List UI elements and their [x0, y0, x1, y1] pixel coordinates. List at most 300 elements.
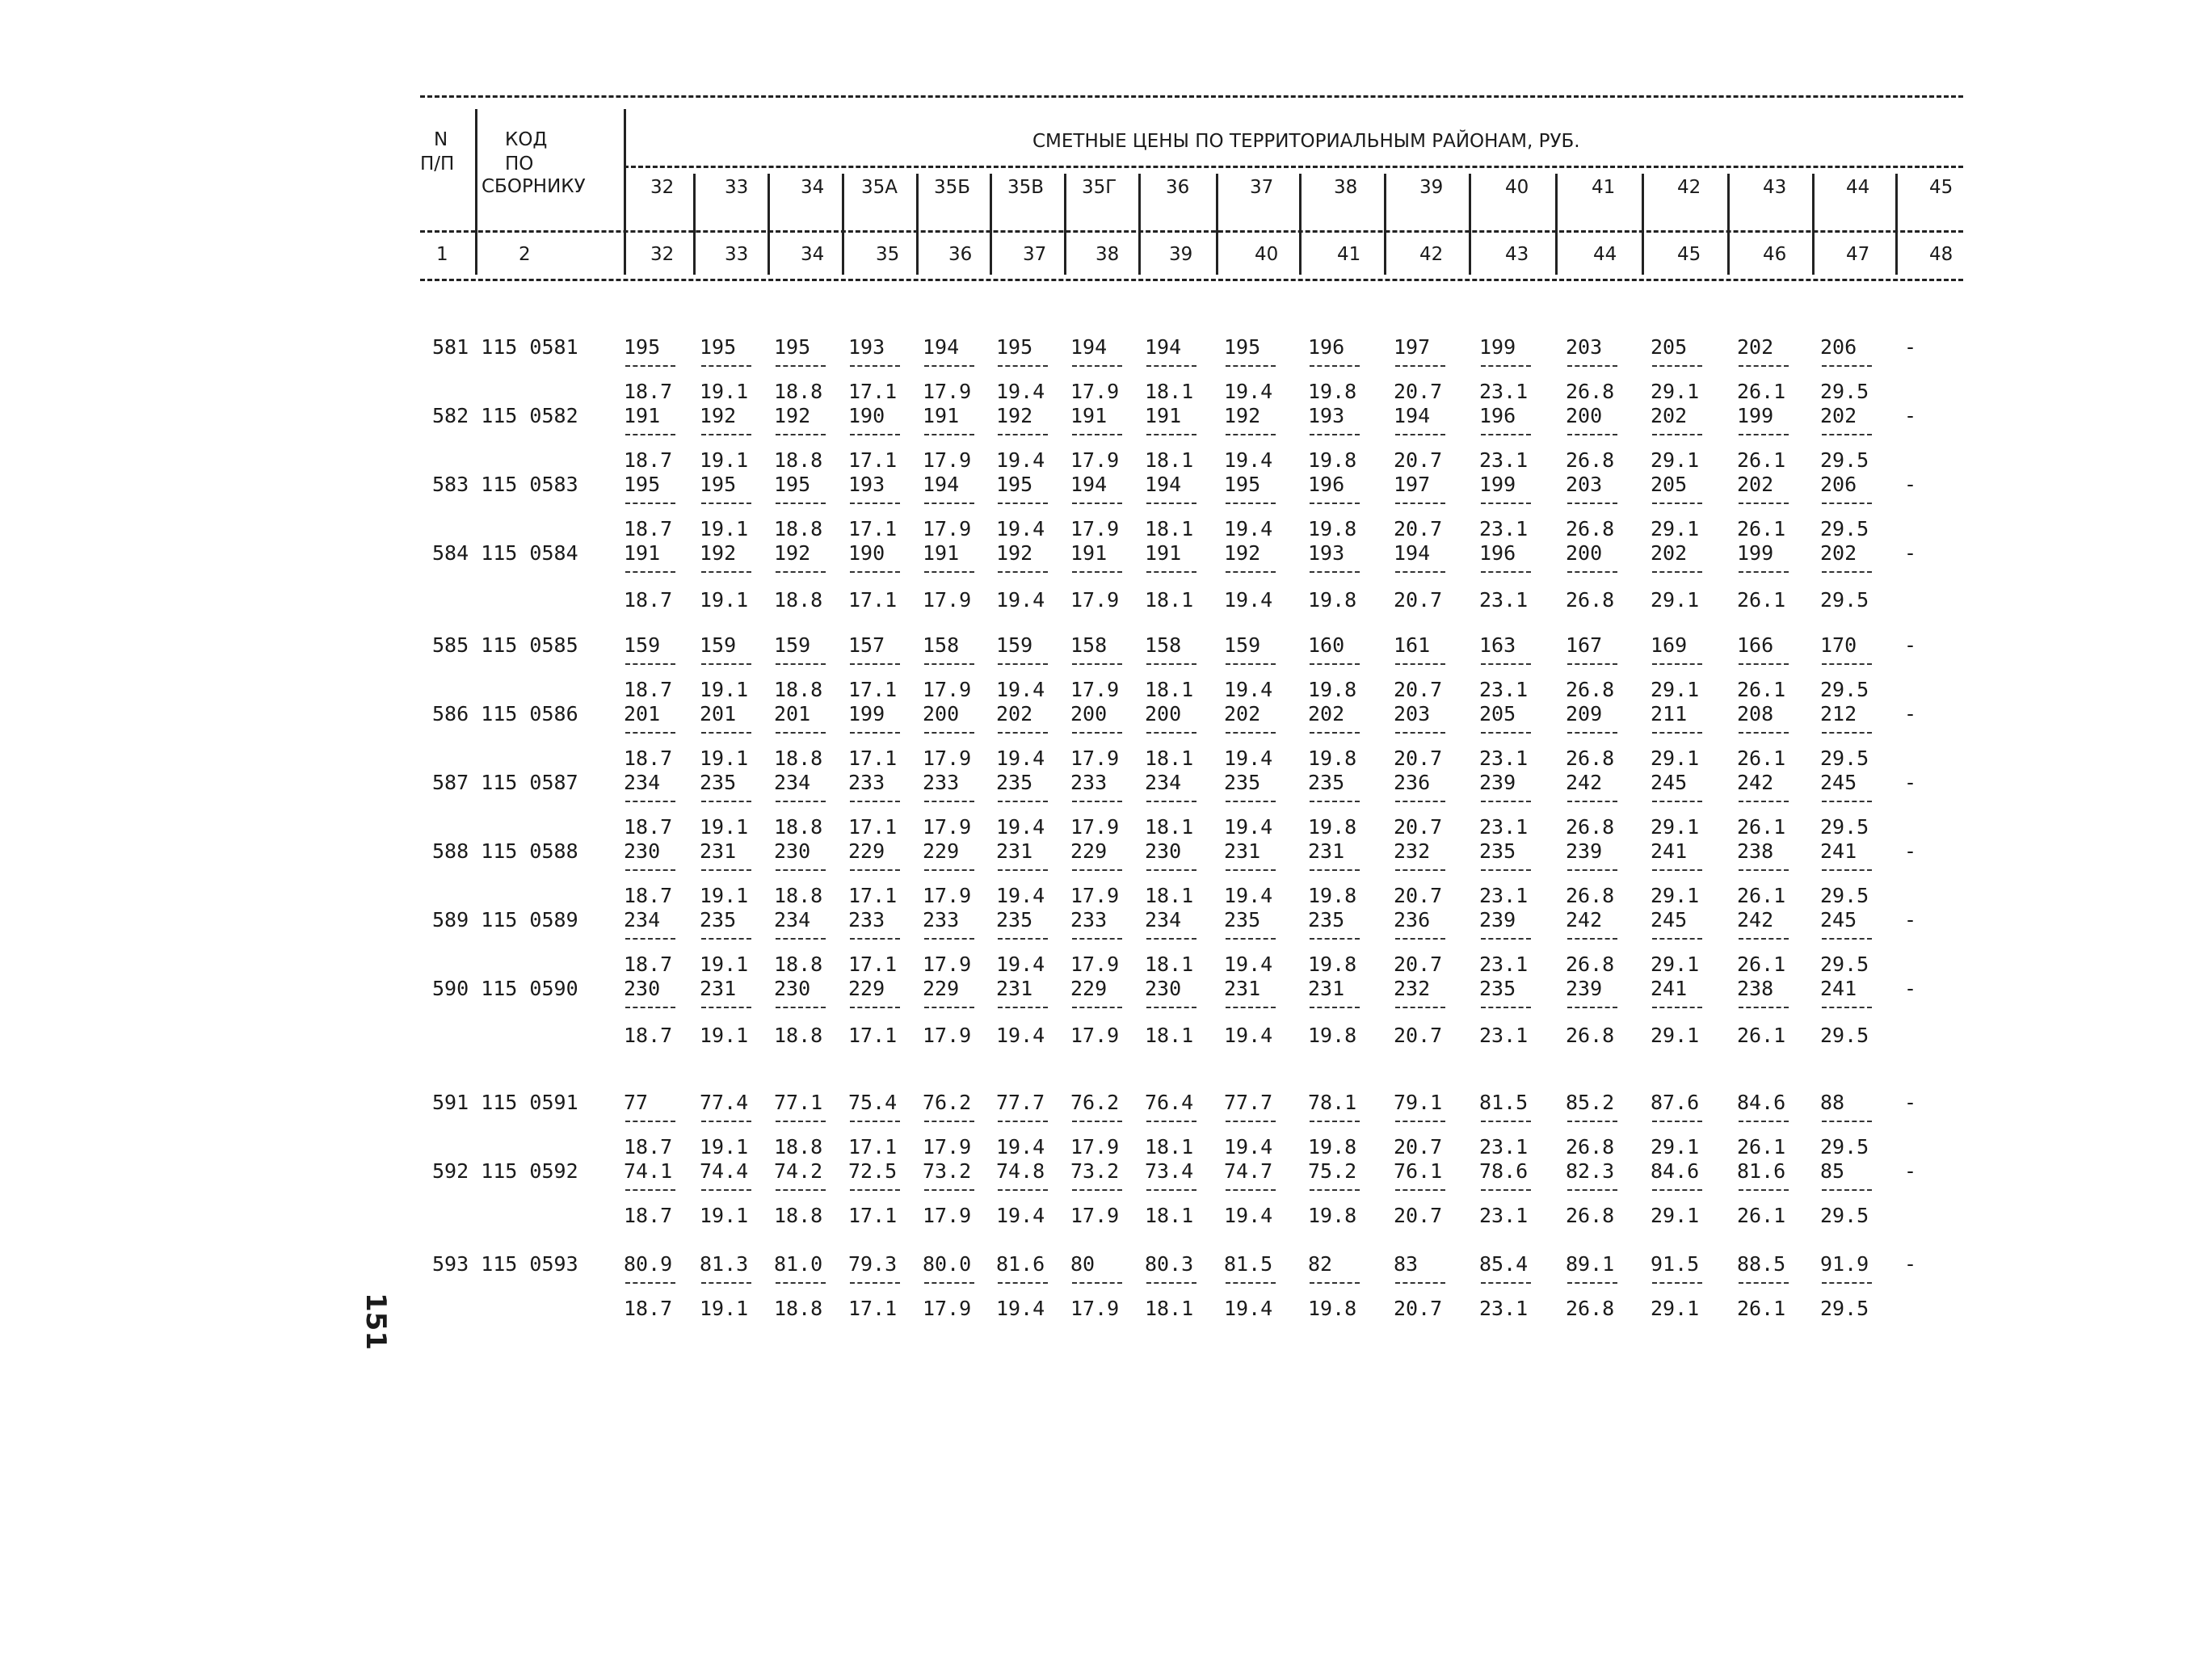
row-4-underline-13	[1652, 663, 1702, 665]
row-10-value-11: 81.5	[1479, 1091, 1529, 1114]
header-colnum-16: 46	[1763, 244, 1787, 265]
row-7-underline-5	[998, 869, 1048, 871]
row-4-coef-1: 19.1	[700, 678, 749, 701]
row-0-coef-10: 20.7	[1394, 380, 1443, 403]
row-label-11: 592 115 0592	[432, 1159, 578, 1183]
row-6-coef-8: 19.4	[1224, 815, 1273, 839]
row-9-value-9: 231	[1308, 977, 1345, 1000]
row-6-coef-4: 17.9	[923, 815, 972, 839]
row-11-coef-4: 17.9	[923, 1204, 972, 1227]
row-6-coef-6: 17.9	[1070, 815, 1120, 839]
row-10-value-10: 79.1	[1394, 1091, 1443, 1114]
row-2-value-11: 199	[1479, 473, 1516, 496]
row-12-value-9: 82	[1308, 1252, 1333, 1276]
row-6-value-12: 242	[1566, 771, 1603, 794]
row-9-underline-13	[1652, 1007, 1702, 1008]
row-7-value-8: 231	[1224, 839, 1261, 863]
row-6-value-0: 234	[624, 771, 661, 794]
row-6-value-10: 236	[1394, 771, 1431, 794]
row-4-coef-13: 29.1	[1651, 678, 1700, 701]
row-7-underline-14	[1739, 869, 1789, 871]
row-0-value-3: 193	[848, 335, 885, 359]
row-11-coef-3: 17.1	[848, 1204, 898, 1227]
row-5-coef-2: 18.8	[774, 746, 823, 770]
header-code-label-2: ПО	[505, 154, 534, 175]
row-5-underline-3	[850, 732, 900, 734]
row-6-value-15: 245	[1820, 771, 1857, 794]
row-9-underline-8	[1226, 1007, 1276, 1008]
row-3-coef-14: 26.1	[1737, 588, 1786, 612]
row-12-coef-15: 29.5	[1820, 1297, 1869, 1320]
row-9-value-13: 241	[1651, 977, 1688, 1000]
row-2-coef-12: 26.8	[1566, 517, 1615, 540]
row-7-underline-4	[924, 869, 974, 871]
row-4-value-1: 159	[700, 633, 737, 657]
row-7-last: -	[1904, 839, 1917, 863]
row-1-coef-15: 29.5	[1820, 448, 1869, 472]
row-9-value-10: 232	[1394, 977, 1431, 1000]
row-5-underline-2	[776, 732, 826, 734]
row-1-coef-9: 19.8	[1308, 448, 1357, 472]
row-1-coef-5: 19.4	[996, 448, 1045, 472]
header-vbar-district-15	[1895, 174, 1898, 275]
row-1-underline-4	[924, 434, 974, 435]
row-6-value-13: 245	[1651, 771, 1688, 794]
row-0-coef-14: 26.1	[1737, 380, 1786, 403]
row-3-underline-15	[1822, 571, 1872, 573]
header-bottom-rule	[420, 279, 1963, 281]
row-10-underline-12	[1567, 1121, 1617, 1122]
row-7-value-13: 241	[1651, 839, 1688, 863]
header-colnum-1: 2	[519, 244, 531, 265]
row-7-coef-0: 18.7	[624, 884, 673, 907]
row-7-coef-7: 18.1	[1145, 884, 1194, 907]
row-2-coef-13: 29.1	[1651, 517, 1700, 540]
row-4-value-4: 158	[923, 633, 960, 657]
row-4-coef-2: 18.8	[774, 678, 823, 701]
row-9-value-12: 239	[1566, 977, 1603, 1000]
row-9-underline-2	[776, 1007, 826, 1008]
row-6-underline-2	[776, 801, 826, 802]
row-7-value-2: 230	[774, 839, 811, 863]
row-8-underline-8	[1226, 938, 1276, 940]
row-2-underline-7	[1146, 503, 1196, 504]
row-8-coef-8: 19.4	[1224, 953, 1273, 976]
row-label-10: 591 115 0591	[432, 1091, 578, 1114]
row-10-coef-5: 19.4	[996, 1135, 1045, 1159]
row-3-coef-5: 19.4	[996, 588, 1045, 612]
row-10-coef-9: 19.8	[1308, 1135, 1357, 1159]
row-2-coef-0: 18.7	[624, 517, 673, 540]
row-9-coef-7: 18.1	[1145, 1024, 1194, 1047]
row-2-coef-4: 17.9	[923, 517, 972, 540]
row-4-underline-8	[1226, 663, 1276, 665]
row-12-coef-4: 17.9	[923, 1297, 972, 1320]
row-0-underline-12	[1567, 365, 1617, 367]
row-12-underline-15	[1822, 1282, 1872, 1284]
row-7-coef-2: 18.8	[774, 884, 823, 907]
row-12-coef-8: 19.4	[1224, 1297, 1273, 1320]
row-2-underline-4	[924, 503, 974, 504]
row-3-value-15: 202	[1820, 541, 1857, 565]
row-label-12: 593 115 0593	[432, 1252, 578, 1276]
row-8-underline-4	[924, 938, 974, 940]
row-0-underline-7	[1146, 365, 1196, 367]
row-9-value-1: 231	[700, 977, 737, 1000]
row-12-underline-9	[1310, 1282, 1360, 1284]
row-8-coef-6: 17.9	[1070, 953, 1120, 976]
row-5-value-8: 202	[1224, 702, 1261, 725]
row-8-underline-9	[1310, 938, 1360, 940]
row-12-coef-5: 19.4	[996, 1297, 1045, 1320]
row-9-underline-11	[1481, 1007, 1531, 1008]
row-7-underline-1	[701, 869, 751, 871]
row-12-value-13: 91.5	[1651, 1252, 1700, 1276]
header-colnum-15: 45	[1677, 244, 1701, 265]
row-0-underline-8	[1226, 365, 1276, 367]
row-5-value-9: 202	[1308, 702, 1345, 725]
row-5-underline-7	[1146, 732, 1196, 734]
row-5-coef-0: 18.7	[624, 746, 673, 770]
row-4-value-14: 166	[1737, 633, 1774, 657]
row-8-underline-10	[1395, 938, 1445, 940]
row-0-coef-2: 18.8	[774, 380, 823, 403]
row-9-last: -	[1904, 977, 1917, 1000]
header-colnum-18: 48	[1929, 244, 1953, 265]
row-8-coef-10: 20.7	[1394, 953, 1443, 976]
row-10-coef-0: 18.7	[624, 1135, 673, 1159]
row-5-underline-6	[1072, 732, 1122, 734]
row-6-underline-8	[1226, 801, 1276, 802]
row-2-coef-1: 19.1	[700, 517, 749, 540]
row-1-underline-11	[1481, 434, 1531, 435]
row-7-coef-11: 23.1	[1479, 884, 1529, 907]
row-7-value-4: 229	[923, 839, 960, 863]
row-label-4: 585 115 0585	[432, 633, 578, 657]
row-4-coef-15: 29.5	[1820, 678, 1869, 701]
page-number: 151	[360, 1293, 392, 1350]
row-12-underline-4	[924, 1282, 974, 1284]
row-1-coef-1: 19.1	[700, 448, 749, 472]
header-vbar-code	[624, 109, 626, 275]
row-5-underline-12	[1567, 732, 1617, 734]
row-11-coef-9: 19.8	[1308, 1204, 1357, 1227]
row-3-underline-12	[1567, 571, 1617, 573]
row-2-coef-14: 26.1	[1737, 517, 1786, 540]
row-4-underline-5	[998, 663, 1048, 665]
row-4-underline-15	[1822, 663, 1872, 665]
row-5-value-4: 200	[923, 702, 960, 725]
row-9-coef-12: 26.8	[1566, 1024, 1615, 1047]
row-0-value-14: 202	[1737, 335, 1774, 359]
row-11-value-9: 75.2	[1308, 1159, 1357, 1183]
row-6-coef-10: 20.7	[1394, 815, 1443, 839]
row-5-value-2: 201	[774, 702, 811, 725]
row-7-coef-3: 17.1	[848, 884, 898, 907]
row-1-value-2: 192	[774, 404, 811, 427]
row-3-coef-9: 19.8	[1308, 588, 1357, 612]
row-11-value-6: 73.2	[1070, 1159, 1120, 1183]
row-7-coef-9: 19.8	[1308, 884, 1357, 907]
row-5-value-13: 211	[1651, 702, 1688, 725]
row-7-value-11: 235	[1479, 839, 1516, 863]
row-6-value-3: 233	[848, 771, 885, 794]
row-11-underline-11	[1481, 1189, 1531, 1191]
row-11-value-3: 72.5	[848, 1159, 898, 1183]
row-5-underline-1	[701, 732, 751, 734]
row-6-coef-7: 18.1	[1145, 815, 1194, 839]
row-8-coef-2: 18.8	[774, 953, 823, 976]
row-10-underline-2	[776, 1121, 826, 1122]
row-6-value-1: 235	[700, 771, 737, 794]
row-2-underline-15	[1822, 503, 1872, 504]
header-district-5: 35В	[1007, 177, 1045, 198]
row-4-value-10: 161	[1394, 633, 1431, 657]
row-1-coef-11: 23.1	[1479, 448, 1529, 472]
row-3-underline-0	[625, 571, 675, 573]
row-9-coef-9: 19.8	[1308, 1024, 1357, 1047]
row-0-underline-15	[1822, 365, 1872, 367]
row-10-value-12: 85.2	[1566, 1091, 1615, 1114]
header-district-2: 34	[801, 177, 825, 198]
row-10-underline-5	[998, 1121, 1048, 1122]
row-6-underline-11	[1481, 801, 1531, 802]
row-11-coef-6: 17.9	[1070, 1204, 1120, 1227]
row-5-value-15: 212	[1820, 702, 1857, 725]
row-9-coef-13: 29.1	[1651, 1024, 1700, 1047]
row-10-coef-7: 18.1	[1145, 1135, 1194, 1159]
row-5-underline-11	[1481, 732, 1531, 734]
row-10-coef-6: 17.9	[1070, 1135, 1120, 1159]
row-7-value-10: 232	[1394, 839, 1431, 863]
row-12-underline-14	[1739, 1282, 1789, 1284]
header-colnum-11: 41	[1337, 244, 1361, 265]
row-7-underline-7	[1146, 869, 1196, 871]
row-5-value-6: 200	[1070, 702, 1108, 725]
row-5-coef-6: 17.9	[1070, 746, 1120, 770]
row-11-coef-14: 26.1	[1737, 1204, 1786, 1227]
row-12-value-14: 88.5	[1737, 1252, 1786, 1276]
row-11-value-1: 74.4	[700, 1159, 749, 1183]
row-6-coef-11: 23.1	[1479, 815, 1529, 839]
row-11-underline-10	[1395, 1189, 1445, 1191]
row-7-coef-10: 20.7	[1394, 884, 1443, 907]
row-10-underline-14	[1739, 1121, 1789, 1122]
row-11-underline-9	[1310, 1189, 1360, 1191]
row-5-coef-10: 20.7	[1394, 746, 1443, 770]
row-11-underline-4	[924, 1189, 974, 1191]
row-label-1: 582 115 0582	[432, 404, 578, 427]
row-0-value-1: 195	[700, 335, 737, 359]
row-0-coef-11: 23.1	[1479, 380, 1529, 403]
row-3-coef-0: 18.7	[624, 588, 673, 612]
row-2-coef-9: 19.8	[1308, 517, 1357, 540]
row-4-value-12: 167	[1566, 633, 1603, 657]
row-7-underline-15	[1822, 869, 1872, 871]
row-5-coef-3: 17.1	[848, 746, 898, 770]
row-6-underline-9	[1310, 801, 1360, 802]
row-12-underline-2	[776, 1282, 826, 1284]
row-1-underline-15	[1822, 434, 1872, 435]
row-11-underline-14	[1739, 1189, 1789, 1191]
row-10-value-3: 75.4	[848, 1091, 898, 1114]
row-2-coef-15: 29.5	[1820, 517, 1869, 540]
header-colnum-12: 42	[1419, 244, 1444, 265]
row-7-value-14: 238	[1737, 839, 1774, 863]
row-0-value-2: 195	[774, 335, 811, 359]
header-colnum-5: 35	[876, 244, 900, 265]
row-2-coef-7: 18.1	[1145, 517, 1194, 540]
row-6-underline-13	[1652, 801, 1702, 802]
row-11-coef-12: 26.8	[1566, 1204, 1615, 1227]
header-district-8: 37	[1250, 177, 1274, 198]
row-10-coef-12: 26.8	[1566, 1135, 1615, 1159]
row-0-coef-13: 29.1	[1651, 380, 1700, 403]
header-vbar-district-11	[1555, 174, 1558, 275]
header-colnum-17: 47	[1846, 244, 1870, 265]
row-5-last: -	[1904, 702, 1917, 725]
row-1-value-0: 191	[624, 404, 661, 427]
row-3-value-11: 196	[1479, 541, 1516, 565]
row-8-underline-7	[1146, 938, 1196, 940]
row-9-value-7: 230	[1145, 977, 1182, 1000]
row-10-underline-10	[1395, 1121, 1445, 1122]
row-10-underline-9	[1310, 1121, 1360, 1122]
row-12-underline-11	[1481, 1282, 1531, 1284]
row-9-coef-5: 19.4	[996, 1024, 1045, 1047]
row-11-underline-12	[1567, 1189, 1617, 1191]
row-4-value-9: 160	[1308, 633, 1345, 657]
row-3-underline-10	[1395, 571, 1445, 573]
header-vbar-district-5	[1064, 174, 1066, 275]
row-4-coef-12: 26.8	[1566, 678, 1615, 701]
row-0-underline-9	[1310, 365, 1360, 367]
row-10-value-0: 77	[624, 1091, 649, 1114]
row-6-value-4: 233	[923, 771, 960, 794]
row-5-underline-0	[625, 732, 675, 734]
row-2-value-2: 195	[774, 473, 811, 496]
row-0-value-7: 194	[1145, 335, 1182, 359]
row-5-value-0: 201	[624, 702, 661, 725]
row-2-value-5: 195	[996, 473, 1033, 496]
row-4-coef-3: 17.1	[848, 678, 898, 701]
row-11-coef-13: 29.1	[1651, 1204, 1700, 1227]
row-1-coef-0: 18.7	[624, 448, 673, 472]
row-3-value-9: 193	[1308, 541, 1345, 565]
row-8-coef-5: 19.4	[996, 953, 1045, 976]
row-7-coef-13: 29.1	[1651, 884, 1700, 907]
row-5-underline-10	[1395, 732, 1445, 734]
row-3-value-13: 202	[1651, 541, 1688, 565]
row-11-last: -	[1904, 1159, 1917, 1183]
row-12-value-4: 80.0	[923, 1252, 972, 1276]
row-3-value-10: 194	[1394, 541, 1431, 565]
row-label-3: 584 115 0584	[432, 541, 578, 565]
row-10-value-5: 77.7	[996, 1091, 1045, 1114]
row-3-underline-1	[701, 571, 751, 573]
row-8-coef-1: 19.1	[700, 953, 749, 976]
row-10-value-13: 87.6	[1651, 1091, 1700, 1114]
row-11-underline-3	[850, 1189, 900, 1191]
row-12-value-8: 81.5	[1224, 1252, 1273, 1276]
row-12-value-3: 79.3	[848, 1252, 898, 1276]
row-8-value-11: 239	[1479, 908, 1516, 932]
row-0-coef-7: 18.1	[1145, 380, 1194, 403]
row-1-value-9: 193	[1308, 404, 1345, 427]
row-3-underline-4	[924, 571, 974, 573]
row-1-underline-8	[1226, 434, 1276, 435]
row-12-coef-10: 20.7	[1394, 1297, 1443, 1320]
row-5-value-10: 203	[1394, 702, 1431, 725]
row-8-value-14: 242	[1737, 908, 1774, 932]
row-2-value-10: 197	[1394, 473, 1431, 496]
row-3-underline-5	[998, 571, 1048, 573]
row-12-value-5: 81.6	[996, 1252, 1045, 1276]
row-8-value-2: 234	[774, 908, 811, 932]
row-4-value-11: 163	[1479, 633, 1516, 657]
row-1-underline-1	[701, 434, 751, 435]
row-10-value-6: 76.2	[1070, 1091, 1120, 1114]
row-9-value-14: 238	[1737, 977, 1774, 1000]
row-9-coef-8: 19.4	[1224, 1024, 1273, 1047]
row-7-underline-3	[850, 869, 900, 871]
row-10-coef-8: 19.4	[1224, 1135, 1273, 1159]
row-10-underline-0	[625, 1121, 675, 1122]
row-1-value-11: 196	[1479, 404, 1516, 427]
row-5-underline-9	[1310, 732, 1360, 734]
row-4-value-8: 159	[1224, 633, 1261, 657]
row-4-underline-1	[701, 663, 751, 665]
row-0-coef-12: 26.8	[1566, 380, 1615, 403]
row-7-coef-6: 17.9	[1070, 884, 1120, 907]
row-12-coef-3: 17.1	[848, 1297, 898, 1320]
row-0-value-12: 203	[1566, 335, 1603, 359]
row-9-value-11: 235	[1479, 977, 1516, 1000]
row-10-coef-3: 17.1	[848, 1135, 898, 1159]
row-12-coef-0: 18.7	[624, 1297, 673, 1320]
row-6-coef-3: 17.1	[848, 815, 898, 839]
row-6-underline-12	[1567, 801, 1617, 802]
header-district-1: 33	[725, 177, 749, 198]
row-7-underline-11	[1481, 869, 1531, 871]
row-11-value-10: 76.1	[1394, 1159, 1443, 1183]
row-7-underline-6	[1072, 869, 1122, 871]
header-vbar-district-4	[990, 174, 992, 275]
row-6-value-9: 235	[1308, 771, 1345, 794]
row-2-coef-6: 17.9	[1070, 517, 1120, 540]
row-8-underline-11	[1481, 938, 1531, 940]
row-11-coef-11: 23.1	[1479, 1204, 1529, 1227]
row-12-coef-7: 18.1	[1145, 1297, 1194, 1320]
row-9-coef-11: 23.1	[1479, 1024, 1529, 1047]
row-9-underline-5	[998, 1007, 1048, 1008]
row-4-coef-4: 17.9	[923, 678, 972, 701]
row-5-underline-15	[1822, 732, 1872, 734]
row-label-7: 588 115 0588	[432, 839, 578, 863]
row-5-value-1: 201	[700, 702, 737, 725]
row-9-value-4: 229	[923, 977, 960, 1000]
row-1-value-12: 200	[1566, 404, 1603, 427]
row-label-9: 590 115 0590	[432, 977, 578, 1000]
row-10-value-14: 84.6	[1737, 1091, 1786, 1114]
row-1-value-5: 192	[996, 404, 1033, 427]
row-1-value-1: 192	[700, 404, 737, 427]
row-6-coef-0: 18.7	[624, 815, 673, 839]
row-5-coef-5: 19.4	[996, 746, 1045, 770]
row-11-underline-0	[625, 1189, 675, 1191]
row-11-value-8: 74.7	[1224, 1159, 1273, 1183]
row-7-value-6: 229	[1070, 839, 1108, 863]
